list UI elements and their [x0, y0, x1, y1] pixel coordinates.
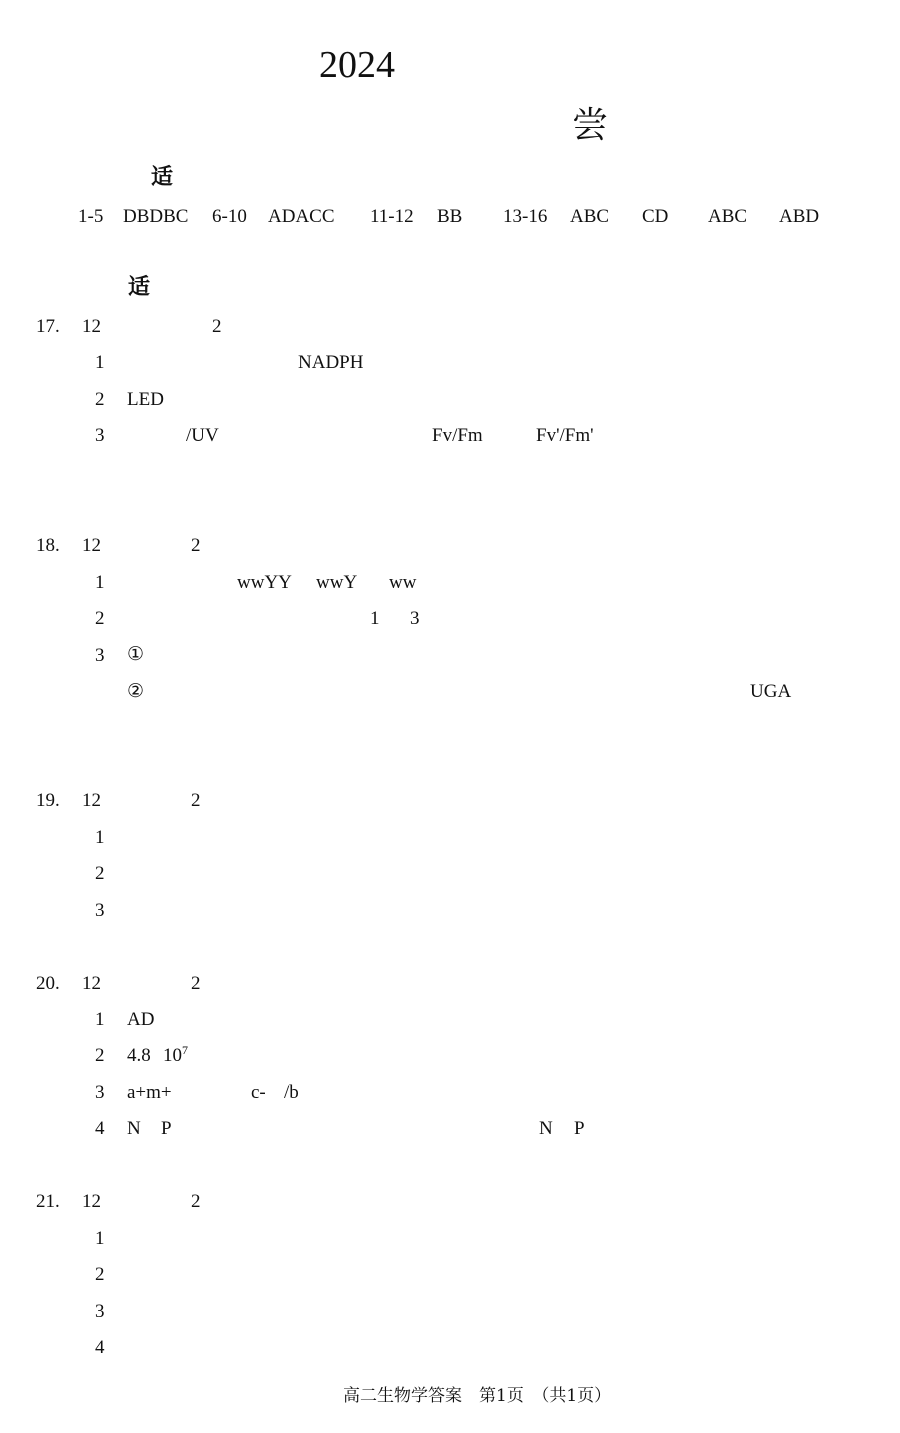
answer-value: DBDBC [123, 206, 189, 227]
answer-text: /b [284, 1082, 299, 1103]
item-number: 1 [95, 572, 105, 593]
item-number: 2 [95, 863, 105, 884]
item-number: 2 [95, 389, 105, 410]
question-number: 17. [36, 316, 60, 337]
item-number: 3 [95, 425, 105, 446]
answer-value: ABC [708, 206, 748, 227]
answer-text: LED [127, 389, 164, 410]
item-number: 1 [95, 1228, 105, 1249]
answer-text: ② [127, 681, 145, 702]
answer-text: N [539, 1118, 553, 1139]
question-score: 12 [82, 316, 101, 337]
per-blank-score: 2 [191, 790, 201, 811]
power-exponent: 7 [182, 1043, 188, 1057]
item-number: 2 [95, 608, 105, 629]
answer-value: ABD [779, 206, 820, 227]
power-base: 10 [163, 1045, 182, 1066]
answer-value: ABC [570, 206, 610, 227]
answer-text [163, 1043, 188, 1066]
item-number: 1 [95, 827, 105, 848]
answer-text: Fv/Fm [432, 425, 483, 446]
item-number: 3 [95, 1082, 105, 1103]
item-number: 4 [95, 1337, 105, 1358]
answer-value: ADACC [268, 206, 335, 227]
per-blank-score: 2 [191, 535, 201, 556]
answer-text: 3 [410, 608, 420, 629]
question-score: 12 [82, 973, 101, 994]
item-number: 2 [95, 1045, 105, 1066]
answer-text: /UV [186, 425, 219, 446]
answer-text: P [161, 1118, 172, 1139]
answer-text: N [127, 1118, 141, 1139]
question-score: 12 [82, 535, 101, 556]
item-number: 1 [95, 352, 105, 373]
answer-text: Fv'/Fm' [536, 425, 594, 446]
answer-text: ww [389, 572, 417, 593]
answer-range: 6-10 [212, 206, 247, 227]
title-glyph: 尝 [572, 105, 609, 146]
answer-value: CD [642, 206, 669, 227]
answer-text: c- [251, 1082, 266, 1103]
question-number: 21. [36, 1191, 60, 1212]
section2-heading: 适 [128, 275, 151, 300]
question-number: 19. [36, 790, 60, 811]
item-number: 3 [95, 1301, 105, 1322]
answer-text: wwY [316, 572, 358, 593]
question-score: 12 [82, 1191, 101, 1212]
per-blank-score: 2 [191, 1191, 201, 1212]
year-title: 2024 [319, 44, 395, 86]
answer-range: 13-16 [503, 206, 548, 227]
answer-text: a+m+ [127, 1082, 172, 1103]
item-number: 3 [95, 645, 105, 666]
answer-text: 1 [370, 608, 380, 629]
answer-text: ① [127, 644, 145, 665]
question-number: 20. [36, 973, 60, 994]
question-score: 12 [82, 790, 101, 811]
answer-text: NADPH [298, 352, 364, 373]
item-number: 3 [95, 900, 105, 921]
answer-range: 11-12 [370, 206, 414, 227]
answer-text: UGA [750, 681, 792, 702]
answer-text: AD [127, 1009, 155, 1030]
answer-range: 1-5 [78, 206, 104, 227]
answer-value: BB [437, 206, 463, 227]
per-blank-score: 2 [212, 316, 222, 337]
answer-text: 4.8 [127, 1045, 151, 1066]
answer-text: wwYY [237, 572, 292, 593]
page-footer: 高二生物学答案 第1页 （共1页） [343, 1386, 612, 1406]
section1-heading: 适 [151, 165, 174, 190]
item-number: 2 [95, 1264, 105, 1285]
item-number: 1 [95, 1009, 105, 1030]
answer-text: P [574, 1118, 585, 1139]
item-number: 4 [95, 1118, 105, 1139]
per-blank-score: 2 [191, 973, 201, 994]
question-number: 18. [36, 535, 60, 556]
